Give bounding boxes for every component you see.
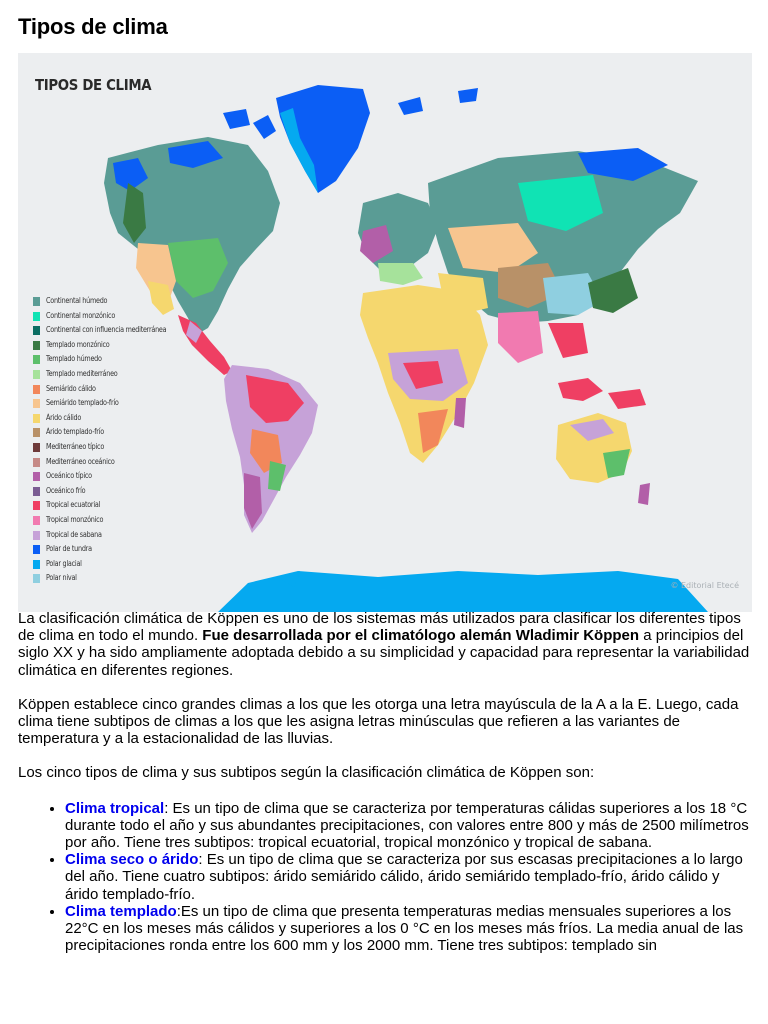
legend-label: Árido templado-frío <box>46 427 104 437</box>
legend-label: Mediterráneo oceánico <box>46 456 115 466</box>
legend-label: Oceánico típico <box>46 471 92 481</box>
legend-swatch <box>33 399 40 408</box>
climate-map-image <box>18 53 752 612</box>
list-item <box>65 903 750 955</box>
legend-swatch <box>33 370 40 379</box>
list-item-text: :Es un tipo de clima que presenta temperaturas medias mensuales superiores a los 22°C en los meses más cálidos y superiores a los 0 °C en los meses más fríos. La media anual de las precipitaciones ronda entre los 600 mm y los 2000 mm. Tiene tres subtipos: templado sin <box>65 902 744 955</box>
southeast-asia-islands <box>558 378 603 401</box>
legend-swatch <box>33 545 40 554</box>
legend-swatch <box>33 458 40 467</box>
legend-label: Continental húmedo <box>46 296 108 305</box>
legend-label: Templado mediterráneo <box>46 368 118 378</box>
legend-label: Polar de tundra <box>46 544 92 554</box>
legend-swatch <box>33 385 40 394</box>
term-link[interactable]: Clima tropical <box>65 799 165 817</box>
legend-label: Mediterráneo típico <box>46 441 105 451</box>
legend-swatch <box>33 443 40 452</box>
legend-label: Árido cálido <box>46 412 82 422</box>
legend-swatch <box>33 341 40 350</box>
legend-label: Polar nival <box>46 573 77 583</box>
legend-label: Oceánico frío <box>46 485 86 495</box>
legend-label: Semiárido templado-frío <box>46 398 119 408</box>
legend-label: Tropical ecuatorial <box>46 500 101 510</box>
legend-swatch <box>33 560 40 569</box>
map-heading: TIPOS DE CLIMA <box>35 76 152 94</box>
types-intro-paragraph: Los cinco tipos de clima y sus subtipos según la clasificación climática de Köppen son: <box>18 764 595 782</box>
list-item <box>65 851 750 903</box>
legend-label: Templado monzónico <box>46 339 110 349</box>
intro-text-cont: a principios del siglo XX y ha sido ampliamente adoptada debido a su simplicidad y capacidad para representar la variabilidad climática en diferentes regiones. <box>18 627 750 679</box>
term-link[interactable]: Clima templado <box>65 902 177 920</box>
legend-label: Tropical de sabana <box>46 529 102 539</box>
legend-swatch <box>33 501 40 510</box>
article-body <box>18 610 750 954</box>
legend-swatch <box>33 428 40 437</box>
image-credit: © Editorial Etecé <box>670 581 739 590</box>
legend-swatch <box>33 297 40 306</box>
legend-label: Polar glacial <box>46 558 82 568</box>
term-link[interactable]: Clima seco o árido <box>65 851 199 869</box>
legend-swatch <box>33 326 40 335</box>
legend-label: Continental con influencia mediterránea <box>46 325 167 335</box>
legend-swatch <box>33 574 40 583</box>
intro-bold-text: Fue desarrollada por el climatólogo alemán Wladimir Köppen <box>202 627 640 645</box>
legend-label: Templado húmedo <box>46 354 102 364</box>
legend-label: Continental monzónico <box>46 310 116 320</box>
legend-swatch <box>33 516 40 525</box>
page-title: Tipos de clima <box>18 14 168 39</box>
legend-swatch <box>33 312 40 321</box>
legend-swatch <box>33 531 40 540</box>
legend-swatch <box>33 355 40 364</box>
list-item-text: : Es un tipo de clima que se caracteriza por sus escasas precipitaciones a lo largo del año. Tiene cuatro subtipos: árido semiárido cálido, árido semiárido templado-frío, árido cálido y árido templado-frío. <box>65 851 743 903</box>
legend-swatch <box>33 487 40 496</box>
legend-label: Semiárido cálido <box>46 383 96 393</box>
legend-swatch <box>33 414 40 423</box>
climate-types-list <box>18 800 750 955</box>
list-item-text: : Es un tipo de clima que se caracteriza por temperaturas cálidas superiores a los 18 °C durante todo el año y sus abundantes precipitaciones, con valores entre 800 y más de 2500 milímetros por año. Tiene tres subtipos: tropical ecuatorial, tropical monzónico y tropical de sabana. <box>65 799 749 852</box>
intro-paragraph <box>18 610 750 679</box>
legend-swatch <box>33 472 40 481</box>
intro-text: La clasificación climática de Köppen es uno de los sistemas más utilizados para clasificar los diferentes tipos de clima en todo el mundo. <box>18 610 741 645</box>
list-item <box>65 800 750 852</box>
koppen-paragraph: Köppen establece cinco grandes climas a los que les otorga una letra mayúscula de la A a la E. Luego, cada clima tiene subtipos de climas a los que les asigna letras minúsculas que refieren a las variantes de temperatura y a la estacionalidad de las lluvias. <box>18 695 739 748</box>
legend-label: Tropical monzónico <box>46 514 104 524</box>
